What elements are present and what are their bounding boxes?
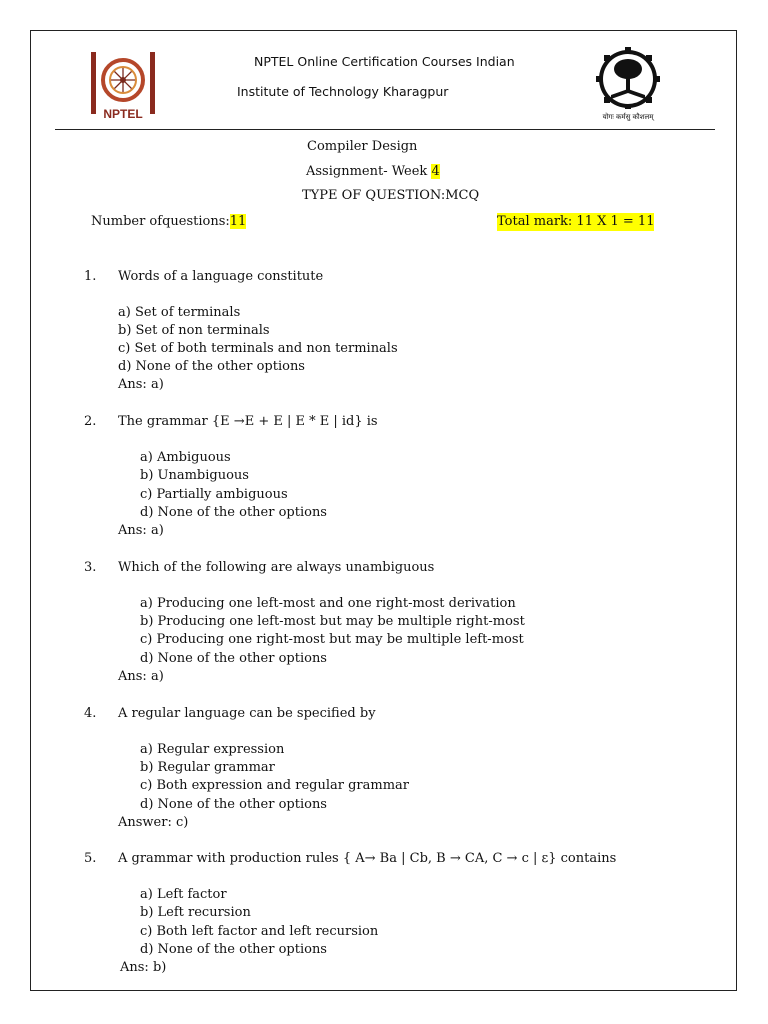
assignment-prefix: Assignment- Week bbox=[306, 164, 432, 179]
question-text: Words of a language constitute bbox=[118, 269, 324, 284]
option-item: b) Set of non terminals bbox=[118, 323, 270, 338]
option-item: c) Partially ambiguous bbox=[140, 487, 288, 502]
option-item: a) Set of terminals bbox=[118, 305, 241, 320]
answer: Answer: c) bbox=[118, 815, 189, 830]
option-item: a) Left factor bbox=[140, 887, 227, 902]
question-number: 4. bbox=[84, 706, 97, 721]
option-item: b) Left recursion bbox=[140, 905, 251, 920]
option-item: c) Both expression and regular grammar bbox=[140, 778, 410, 793]
question-number: 5. bbox=[84, 851, 97, 866]
iit-kharagpur-logo bbox=[593, 45, 663, 125]
number-of-questions-value: 11 bbox=[229, 214, 247, 229]
number-of-questions-label: Number ofquestions: bbox=[91, 214, 230, 229]
question-text: The grammar {E →E + E | E * E | id} is bbox=[118, 414, 378, 429]
option-item: d) None of the other options bbox=[140, 942, 327, 957]
header-line-2: Institute of Technology Kharagpur bbox=[237, 84, 449, 99]
option-item: d) None of the other options bbox=[140, 505, 327, 520]
iit-kharagpur-motto: योगः कर्मसु कौशलम् bbox=[602, 113, 654, 121]
option-item: b) Unambiguous bbox=[140, 468, 249, 483]
option-item: c) Producing one right-most but may be multiple left-most bbox=[140, 632, 524, 647]
option-item: c) Both left factor and left recursion bbox=[140, 924, 379, 939]
question-text: Which of the following are always unambiguous bbox=[118, 560, 435, 575]
nptel-logo-text: NPTEL bbox=[103, 107, 143, 121]
answer: Ans: a) bbox=[118, 377, 164, 392]
answer: Ans: a) bbox=[118, 669, 164, 684]
question-number: 1. bbox=[84, 269, 97, 284]
answer: Ans: a) bbox=[118, 523, 164, 538]
total-marks: Total mark: 11 X 1 = 11 bbox=[497, 214, 655, 229]
question-number: 2. bbox=[84, 414, 97, 429]
nptel-logo bbox=[89, 52, 157, 122]
option-item: a) Ambiguous bbox=[140, 450, 231, 465]
header-divider bbox=[55, 129, 715, 130]
option-item: d) None of the other options bbox=[140, 797, 327, 812]
option-item: d) None of the other options bbox=[118, 359, 305, 374]
option-item: a) Regular expression bbox=[140, 742, 285, 757]
option-item: a) Producing one left-most and one right-most derivation bbox=[140, 596, 516, 611]
number-of-questions bbox=[91, 213, 246, 231]
question-text: A regular language can be specified by bbox=[118, 706, 376, 721]
question-number: 3. bbox=[84, 560, 97, 575]
option-item: d) None of the other options bbox=[140, 651, 327, 666]
course-title: Compiler Design bbox=[307, 139, 418, 154]
header-line-1: NPTEL Online Certification Courses Indian bbox=[254, 54, 515, 69]
option-item: b) Producing one left-most but may be multiple right-most bbox=[140, 614, 525, 629]
question-text: A grammar with production rules { A→ Ba | Cb, B → CA, C → c | ε} contains bbox=[118, 851, 617, 866]
question-type: TYPE OF QUESTION:MCQ bbox=[302, 188, 480, 203]
option-item: c) Set of both terminals and non terminals bbox=[118, 341, 398, 356]
week-number: 4 bbox=[431, 164, 440, 179]
assignment-title bbox=[306, 163, 440, 181]
option-item: b) Regular grammar bbox=[140, 760, 275, 775]
answer: Ans: b) bbox=[120, 960, 167, 975]
